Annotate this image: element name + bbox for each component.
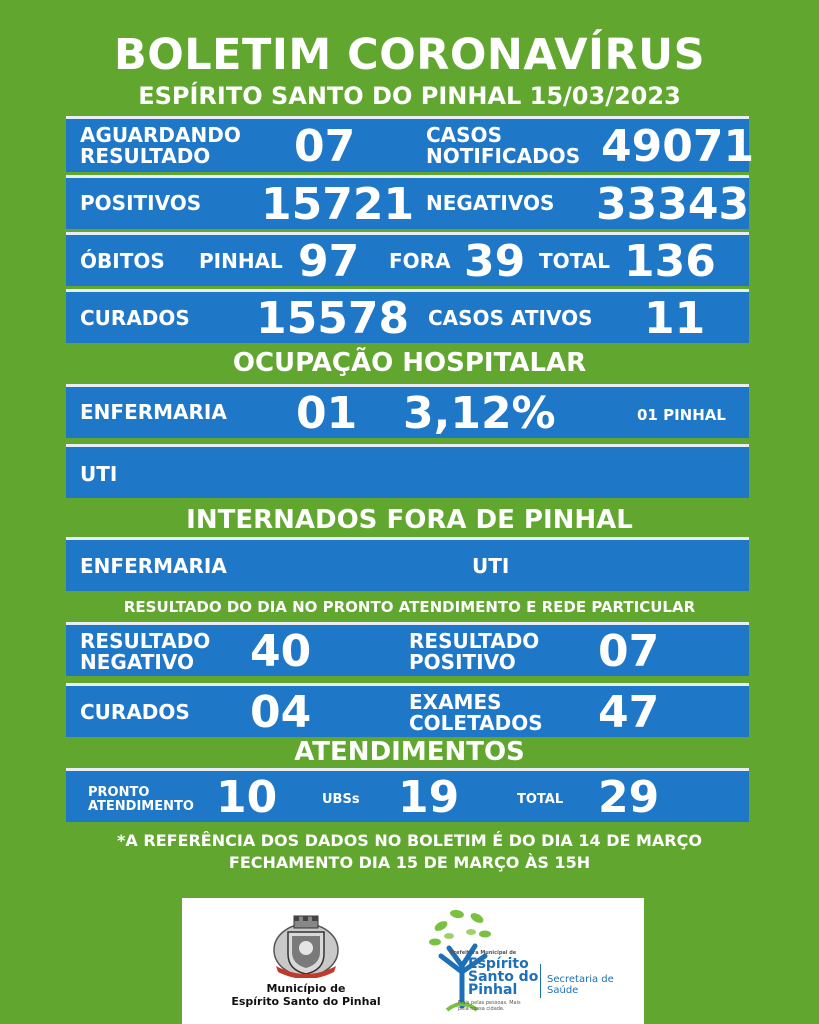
obitos-fora-label: FORA [389, 249, 451, 273]
pronto-atendimento-heading: RESULTADO DO DIA NO PRONTO ATENDIMENTO E REDE PARTICULAR [123, 598, 696, 616]
uti-label: UTI [80, 462, 118, 486]
atendimentos-total-value: 29 [598, 772, 660, 823]
notificados-label: CASOS NOTIFICADOS [426, 123, 581, 168]
row-obitos [66, 232, 749, 286]
ubs-label: UBSs [322, 792, 360, 807]
obitos-pinhal-label: PINHAL [199, 249, 283, 273]
row-positivos-negativos [66, 175, 749, 229]
prefeitura-small-label: Prefeitura Municipal de [450, 950, 517, 956]
enfermaria-label: ENFERMARIA [80, 400, 227, 424]
logos-panel [182, 898, 644, 1024]
exames-coletados-value: 47 [598, 687, 660, 738]
municipio-coat-of-arms-icon [272, 912, 340, 978]
footnote-referencia: *A REFERÊNCIA DOS DADOS NO BOLETIM É DO DIA 14 DE MARÇO [117, 831, 702, 850]
obitos-pinhal-value: 97 [298, 236, 360, 287]
aguardando-value: 07 [294, 121, 356, 172]
logo-divider [540, 964, 541, 998]
curados-label: CURADOS [80, 306, 190, 330]
obitos-total-label: TOTAL [539, 249, 610, 273]
aguardando-label: AGUARDANDO RESULTADO [80, 123, 241, 168]
negativos-label: NEGATIVOS [426, 191, 555, 215]
obitos-label: ÓBITOS [80, 249, 165, 273]
row-internados-fora [66, 537, 749, 591]
ubs-value: 19 [398, 772, 460, 823]
curados-value: 15578 [256, 293, 410, 344]
positivos-label: POSITIVOS [80, 191, 202, 215]
resultado-positivo-label: RESULTADO POSITIVO [409, 629, 540, 674]
bulletin-subtitle: ESPÍRITO SANTO DO PINHAL 15/03/2023 [138, 82, 681, 110]
row-resultados [66, 622, 749, 676]
fora-enfermaria-label: ENFERMARIA [80, 554, 227, 578]
resultado-negativo-value: 40 [250, 626, 312, 677]
enfermaria-pinhal-note: 01 PINHAL [637, 406, 726, 424]
pronto-atendimento-value: 10 [216, 772, 278, 823]
fora-uti-label: UTI [472, 554, 510, 578]
pronto-atendimento-label: PRONTO ATENDIMENTO [88, 785, 194, 814]
row-uti [66, 444, 749, 498]
municipio-label: Município de Espírito Santo do Pinhal [231, 982, 381, 1008]
atendimentos-total-label: TOTAL [517, 792, 564, 807]
row-aguardando-notificados [66, 116, 755, 172]
enfermaria-value: 01 [296, 388, 358, 439]
bulletin-title: BOLETIM CORONAVÍRUS [113, 30, 706, 80]
obitos-total-value: 136 [624, 236, 716, 287]
exames-coletados-label: EXAMES COLETADOS [409, 690, 543, 735]
enfermaria-percent: 3,12% [403, 388, 556, 439]
resultado-positivo-value: 07 [598, 626, 660, 677]
row-curados-ativos [66, 289, 749, 343]
negativos-value: 33343 [596, 179, 750, 230]
atendimentos-heading: ATENDIMENTOS [294, 737, 525, 767]
row-curados-exames [66, 683, 749, 737]
row-enfermaria [66, 384, 749, 438]
dia-curados-label: CURADOS [80, 700, 190, 724]
dia-curados-value: 04 [250, 687, 312, 738]
footnote-fechamento: FECHAMENTO DIA 15 DE MARÇO ÀS 15H [228, 853, 591, 872]
casos-ativos-label: CASOS ATIVOS [428, 306, 593, 330]
row-atendimentos [66, 768, 749, 822]
resultado-negativo-label: RESULTADO NEGATIVO [80, 629, 211, 674]
prefeitura-tagline: Mais pelas pessoas. Mais pela nossa cidade. [458, 1000, 521, 1012]
casos-ativos-value: 11 [644, 293, 706, 344]
positivos-value: 15721 [261, 179, 415, 230]
secretaria-saude-label: Secretaria de Saúde [547, 974, 614, 996]
notificados-value: 49071 [601, 121, 755, 172]
prefeitura-name: Espírito Santo do Pinhal [468, 956, 539, 998]
internados-fora-heading: INTERNADOS FORA DE PINHAL [186, 505, 633, 535]
obitos-fora-value: 39 [464, 236, 526, 287]
ocupacao-heading: OCUPAÇÃO HOSPITALAR [232, 348, 587, 378]
